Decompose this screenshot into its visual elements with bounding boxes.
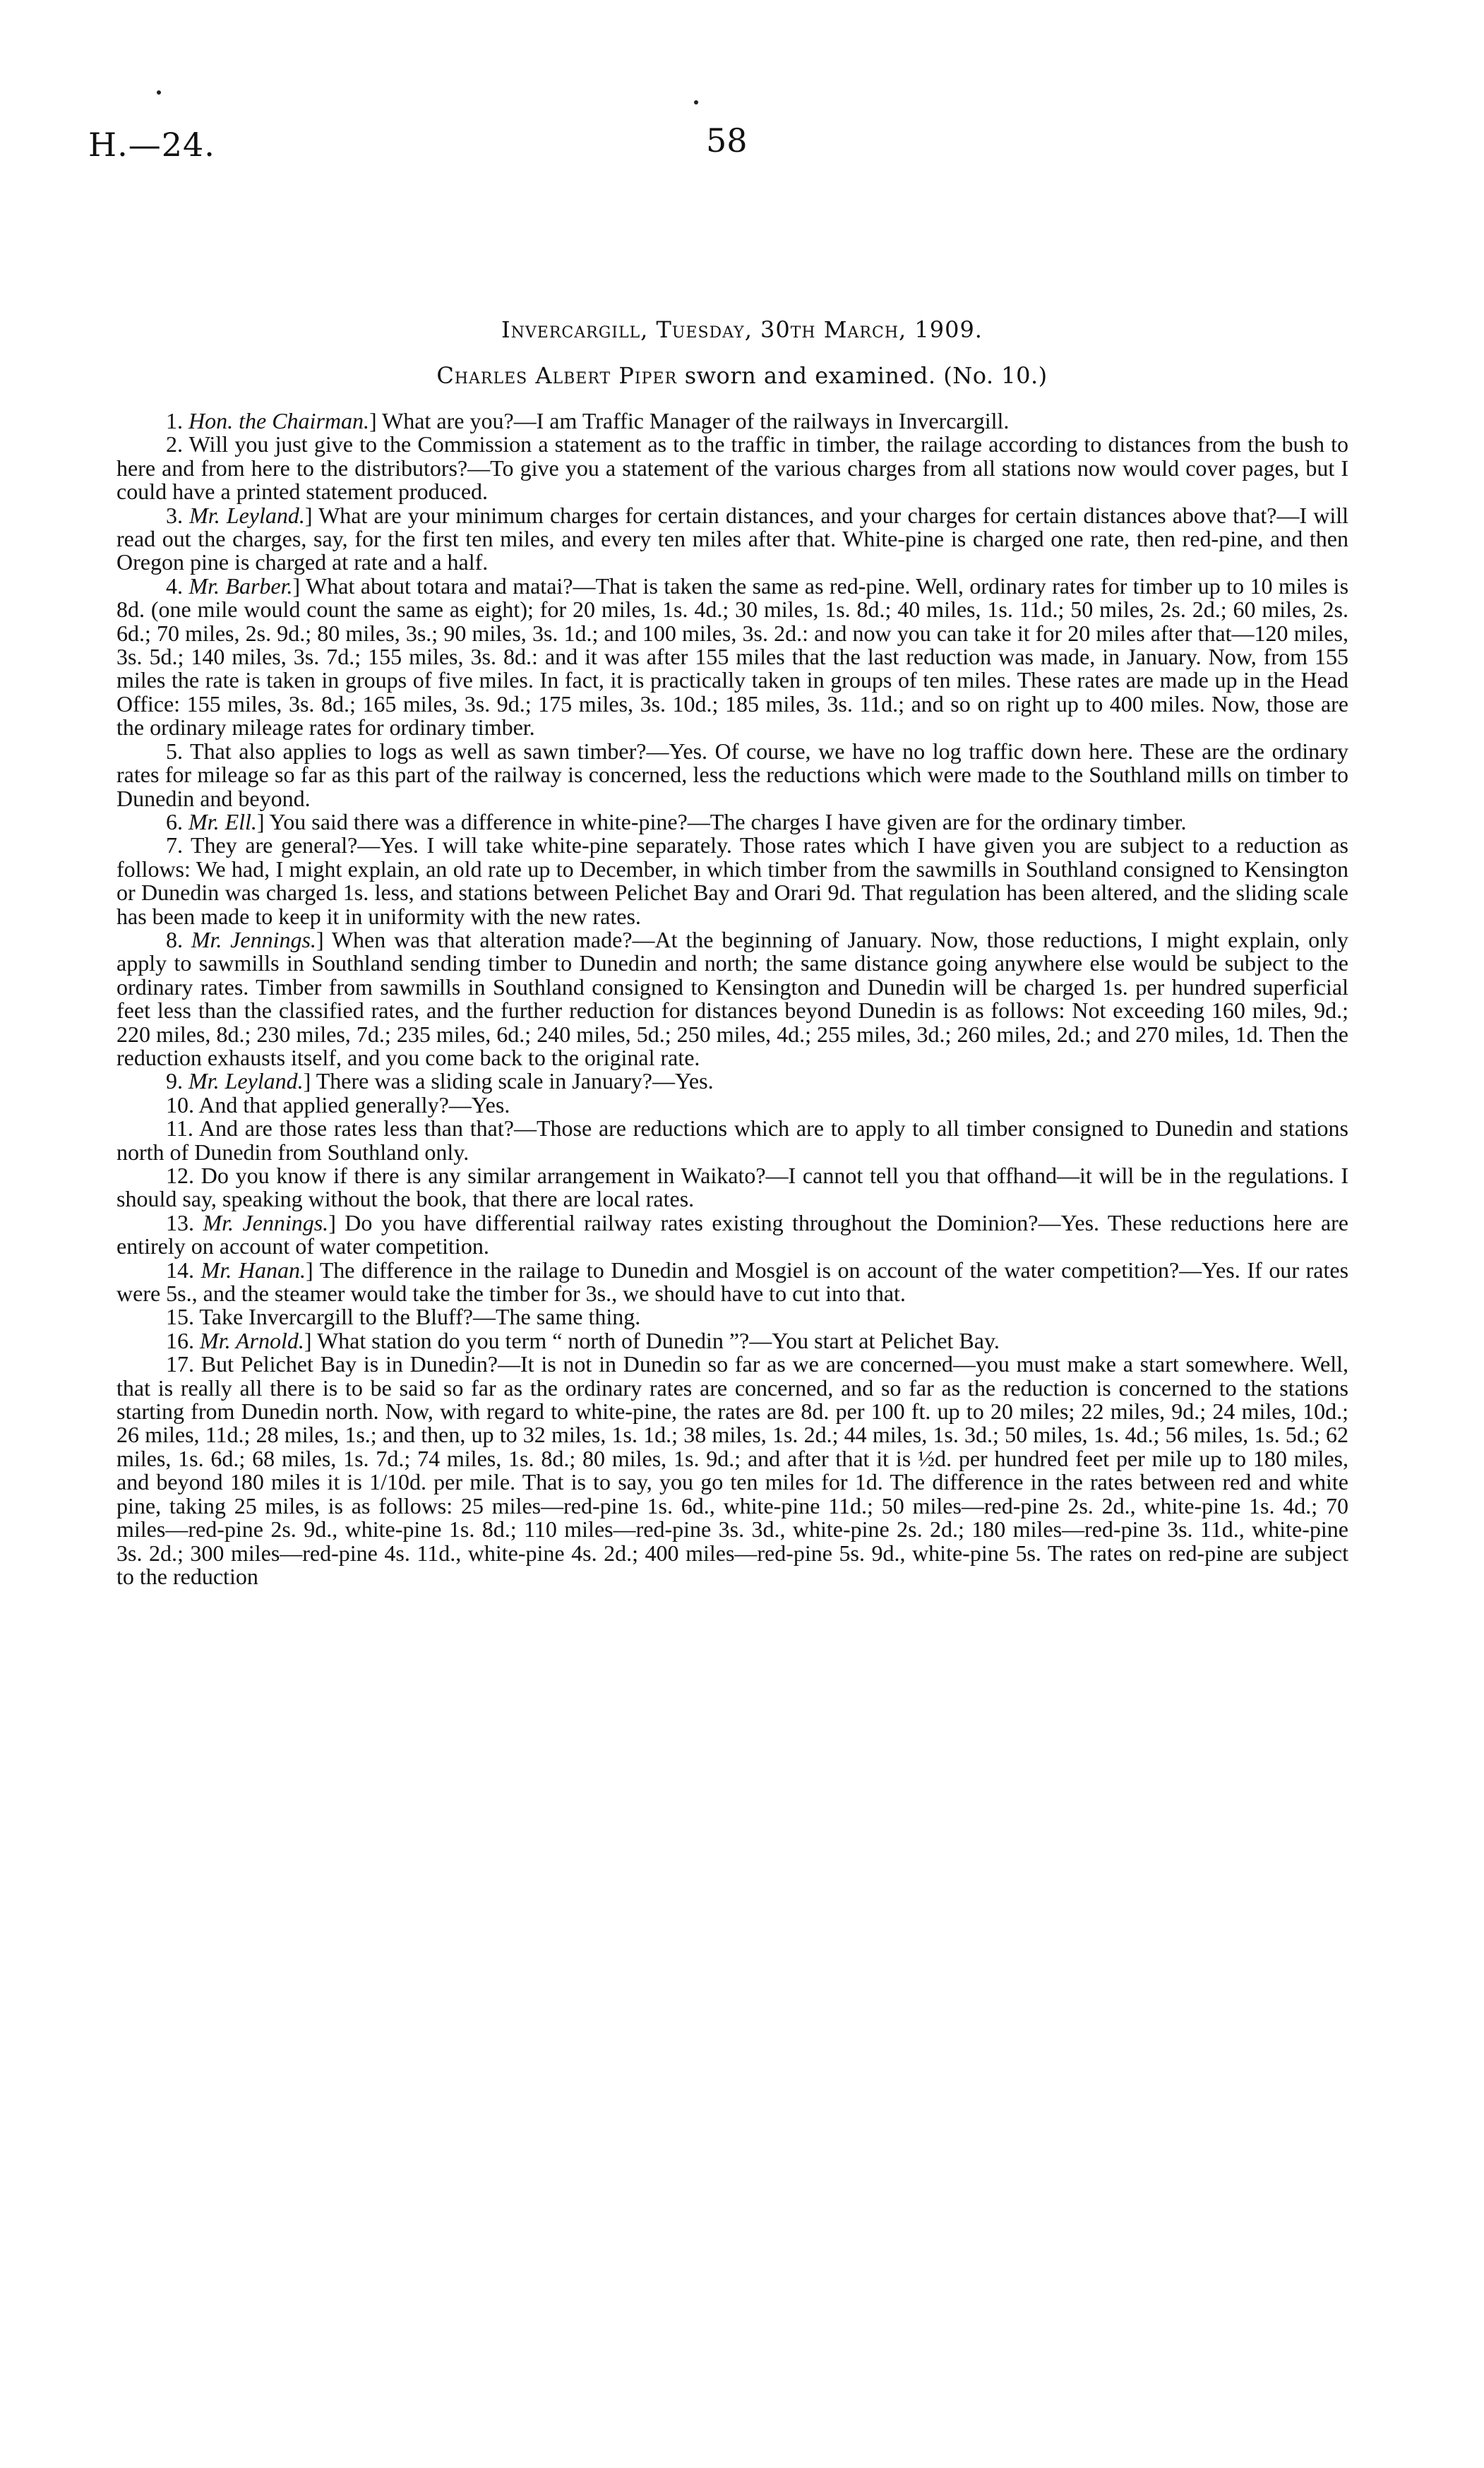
question-number: 14. <box>166 1257 201 1283</box>
question-number: 10. <box>166 1091 199 1118</box>
question-paragraph <box>116 1329 1348 1353</box>
question-number: 1. <box>166 408 189 433</box>
speaker-name: Mr. Ell. <box>189 808 257 834</box>
speck-mark <box>157 90 161 95</box>
speaker-name: Mr. Jennings. <box>203 1209 329 1235</box>
witness-status: sworn and examined. (No. 10.) <box>677 362 1048 389</box>
question-number: 12. <box>166 1163 201 1188</box>
question-paragraph <box>116 1117 1348 1164</box>
question-text: ] What station do you term “ north of Dunedin ”?—You start at Pelichet Bay. <box>304 1327 1000 1353</box>
question-number: 8. <box>166 926 191 952</box>
witness-heading <box>0 362 1484 389</box>
question-number: 2. <box>166 431 189 457</box>
speaker-name: Mr. Leyland. <box>189 502 305 528</box>
question-text: ] When was that alteration made?—At the beginning of January. Now, those reductions, I might explain, only apply to sawmills in Southland sending timber to Dunedin and north; the same distance going anywhere else would be subject to the ordinary rates. Timber from sawmills in Southland consigned to Kensington and Dunedin will be charged 1s. per hundred superficial feet less than the classified rates, and the further reduction for distances beyond Dunedin is as follows: Not exceeding 160 miles, 9d.; 220 miles, 8d.; 230 miles, 7d.; 235 miles, 6d.; 240 miles, 5d.; 250 miles, 4d.; 255 miles, 3d.; 260 miles, 2d.; and 270 miles, 1d. Then the reduction exhausts itself, and you come back to the original rate. <box>116 926 1349 1070</box>
question-text: And that applied generally?—Yes. <box>198 1091 510 1118</box>
question-paragraph <box>116 1211 1348 1259</box>
question-text: Take Invercargill to the Bluff?—The same thing. <box>199 1304 641 1330</box>
hearing-place-date <box>0 316 1484 343</box>
speaker-name: Mr. Jennings. <box>191 926 316 952</box>
document-reference: H.—24. <box>88 126 215 164</box>
question-text: And are those rates less than that?—Those are reductions which are to apply to all timber consigned to Dunedin and stations north of Dunedin from Southland only. <box>116 1115 1349 1165</box>
question-text: But Pelichet Bay is in Dunedin?—It is not in Dunedin so far as we are concerned—you must make a start somewhere. Well, that is really all there is to be said so far as the ordinary rates are concerned, and so far as the reduction is concerned to the stations starting from Dunedin north. Now, with regard to white-pine, the rates are 8d. per 100 ft. up to 20 miles; 22 miles, 9d.; 24 miles, 10d.; 26 miles, 11d.; 28 miles, 1s.; and then, up to 32 miles, 1s. 1d.; 38 miles, 1s. 2d.; 44 miles, 1s. 3d.; 50 miles, 1s. 4d.; 56 miles, 1s. 5d.; 62 miles, 1s. 6d.; 68 miles, 1s. 7d.; 74 miles, 1s. 8d.; 80 miles, 1s. 9d.; and after that it is ½d. per hundred feet per mile up to 180 miles, and beyond 180 miles it is 1/10d. per mile. That is to say, you go ten miles for 1d. The difference in the rates between red and white pine, taking 25 miles, is as follows: 25 miles—red-pine 1s. 6d., white-pine 11d.; 50 miles—red-pine 2s. 2d., white-pine 1s. 4d.; 70 miles—red-pine 2s. 9d., white-pine 1s. 8d.; 110 miles—red-pine 3s. 3d., white-pine 2s. 2d.; 180 miles—red-pine 3s. 11d., white-pine 3s. 2d.; 300 miles—red-pine 4s. 11d., white-pine 4s. 2d.; 400 miles—red-pine 5s. 9d., white-pine 5s. The rates on red-pine are subject to the reduction <box>116 1351 1349 1589</box>
question-paragraph <box>116 1070 1348 1093</box>
question-number: 5. <box>166 738 191 764</box>
question-number: 17. <box>166 1351 201 1377</box>
question-paragraph <box>116 433 1348 503</box>
question-number: 4. <box>166 573 189 599</box>
question-number: 3. <box>166 502 190 528</box>
question-number: 6. <box>166 808 189 834</box>
question-text: That also applies to logs as well as sawn timber?—Yes. Of course, we have no log traffic down here. These are the ordinary rates for mileage so far as this part of the railway is concerned, less the reductions which were made to the Southland mills on timber to Dunedin and beyond. <box>116 738 1348 811</box>
testimony-body <box>116 409 1348 1588</box>
question-paragraph <box>116 740 1348 810</box>
question-paragraph <box>116 834 1348 928</box>
question-text: Will you just give to the Commission a statement as to the traffic in timber, the railage according to distances from the bush to here and from here to the distributors?—To give you a statement of the various charges from all stations now would cover pages, but I could have a printed statement produced. <box>116 431 1349 505</box>
question-text: ] What about totara and matai?—That is taken the same as red-pine. Well, ordinary rates for timber up to 10 miles is 8d. (one mile would count the same as eight); for 20 miles, 1s. 4d.; 30 miles, 1s. 8d.; 40 miles, 1s. 11d.; 50 miles, 2s. 2d.; 60 miles, 2s. 6d.; 70 miles, 2s. 9d.; 80 miles, 3s.; 90 miles, 3s. 1d.; and 100 miles, 3s. 2d.: and now you can take it for 20 miles after that—120 miles, 3s. 5d.; 140 miles, 3s. 7d.; 155 miles, 3s. 8d.: and it was after 155 miles that the last reduction was made, in January. Now, from 155 miles the rate is taken in groups of five miles. In fact, it is practically taken in groups of ten miles. These rates are made up in the Head Office: 155 miles, 3s. 8d.; 165 miles, 3s. 9d.; 175 miles, 3s. 10d.; 185 miles, 3s. 11d.; and so on right up to 400 miles. Now, those are the ordinary mileage rates for ordinary timber. <box>116 573 1349 741</box>
question-paragraph <box>116 1353 1348 1588</box>
question-text: They are general?—Yes. I will take white-pine separately. Those rates which I have given you are subject to a reduction as follows: We had, I might explain, an old rate up to December, in which timber from the sawmills in Southland consigned to Kensington or Dunedin was charged 1s. less, and stations between Pelichet Bay and Orari 9d. That regulation has been altered, and the sliding scale has been made to keep it in uniformity with the new rates. <box>116 832 1349 929</box>
question-number: 11. <box>166 1115 199 1142</box>
question-text: ] What are your minimum charges for certain distances, and your charges for certain distances above that?—I will read out the charges, say, for the first ten miles, and every ten miles after that. White-pine is charged one rate, then red-pine, and then Oregon pine is charged at rate and a half. <box>116 502 1349 575</box>
question-paragraph <box>116 928 1348 1070</box>
question-text: ] There was a sliding scale in January?—Yes. <box>303 1068 714 1094</box>
question-paragraph <box>116 1259 1348 1306</box>
speaker-name: Mr. Hanan. <box>201 1257 306 1283</box>
question-number: 16. <box>166 1327 200 1353</box>
question-number: 7. <box>166 832 191 858</box>
speaker-name: Mr. Barber. <box>189 573 293 599</box>
speck-mark <box>694 100 698 104</box>
question-paragraph <box>116 409 1348 433</box>
question-paragraph <box>116 810 1348 834</box>
question-paragraph <box>116 504 1348 575</box>
question-text: ] The difference in the railage to Dunedin and Mosgiel is on account of the water competition?—Yes. If our rates were 5s., and the steamer would take the timber for 3s., we should have to cut into that. <box>116 1257 1349 1307</box>
question-text: Do you know if there is any similar arrangement in Waikato?—I cannot tell you that offhand—it will be in the regulations. I should say, speaking without the book, that there are local rates. <box>116 1163 1349 1212</box>
question-text: ] You said there was a difference in white-pine?—The charges I have given are for the ordinary timber. <box>256 808 1187 834</box>
speaker-name: Mr. Leyland. <box>189 1068 304 1094</box>
question-paragraph <box>116 1305 1348 1329</box>
place-date-text: Invercargill, Tuesday, 30th March, 1909. <box>501 316 983 343</box>
question-paragraph <box>116 1091 1348 1118</box>
page-number: 58 <box>706 121 748 160</box>
question-text: ] Do you have differential railway rates existing throughout the Dominion?—Yes. These reductions here are entirely on account of water competition. <box>116 1209 1349 1259</box>
speaker-name: Hon. the Chairman. <box>189 408 369 433</box>
question-paragraph <box>116 575 1348 740</box>
question-number: 13. <box>166 1209 203 1235</box>
question-text: ] What are you?—I am Traffic Manager of the railways in Invercargill. <box>369 408 1010 433</box>
question-number: 15. <box>166 1304 200 1330</box>
speaker-name: Mr. Arnold. <box>200 1327 304 1353</box>
question-number: 9. <box>166 1068 189 1094</box>
question-paragraph <box>116 1164 1348 1211</box>
witness-name: Charles Albert Piper <box>436 362 678 389</box>
